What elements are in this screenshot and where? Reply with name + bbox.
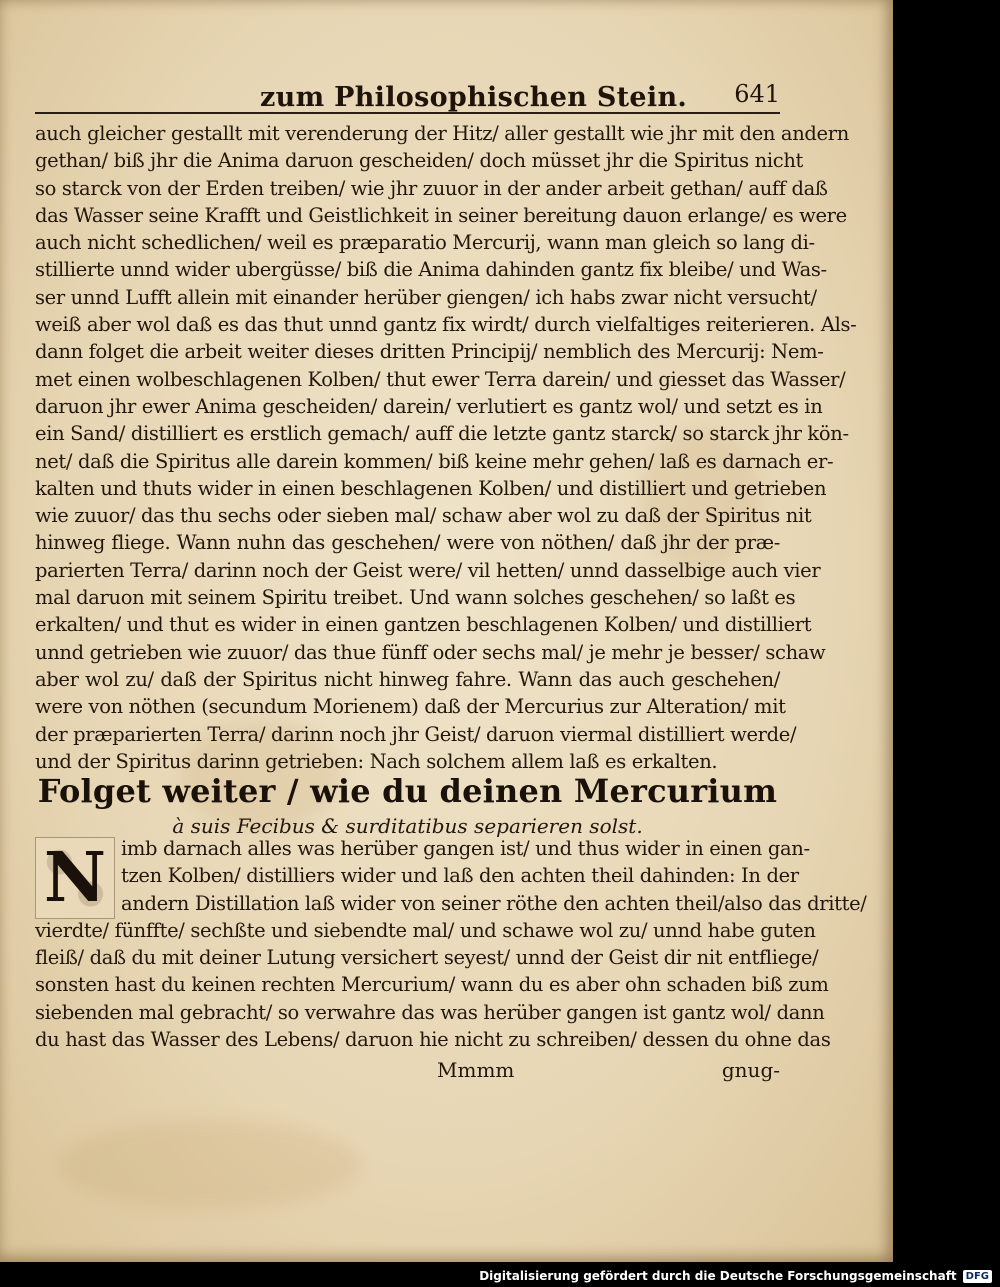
catchword: gnug- xyxy=(721,1058,780,1082)
heading-subtitle: à suis Fecibus & surditatibus separieren solst. xyxy=(172,814,643,838)
section-heading xyxy=(35,770,780,840)
text-line: ser unnd Lufft allein mit einander herüber giengen/ ich habs zwar nicht versucht/ xyxy=(35,285,817,309)
text-line: aber wol zu/ daß der Spiritus nicht hinweg fahre. Wann das auch geschehen/ xyxy=(35,667,780,691)
text-line: net/ daß die Spiritus alle darein kommen/ biß keine mehr gehen/ laß es darnach er- xyxy=(35,449,834,473)
text-line: parierten Terra/ darinn noch der Geist were/ vil hetten/ unnd dasselbige auch vier xyxy=(35,558,821,582)
text-line: met einen wolbeschlagenen Kolben/ thut ewer Terra darein/ und giesset das Wasser/ xyxy=(35,367,846,391)
credit-text: Digitalisierung gefördert durch die Deutsche Forschungsgemeinschaft xyxy=(479,1269,957,1283)
text-line: daruon jhr ewer Anima gescheiden/ darein/ verlutiert es gantz wol/ und setzt es in xyxy=(35,394,823,418)
text-line: hinweg fliege. Wann nuhn das geschehen/ were von nöthen/ daß jhr der præ- xyxy=(35,531,780,555)
section-body xyxy=(35,835,867,1053)
text-line: dann folget die arbeit weiter dieses dritten Principij/ nemblich des Mercurij: Nem- xyxy=(35,340,824,364)
text-line: siebenden mal gebracht/ so verwahre das was herüber gangen ist gantz wol/ dann xyxy=(35,1000,825,1024)
text-line: so starck von der Erden treiben/ wie jhr zuuor in der ander arbeit gethan/ auff daß xyxy=(35,176,828,200)
text-line: stillierte unnd wider ubergüsse/ biß die Anima dahinden gantz fix bleibe/ und Was- xyxy=(35,258,827,282)
text-line: der præparierten Terra/ darinn noch jhr Geist/ daruon viermal distilliert werde/ xyxy=(35,722,797,746)
text-line: wie zuuor/ das thu sechs oder sieben mal/ schaw aber wol zu daß der Spiritus nit xyxy=(35,504,812,528)
text-line: auch gleicher gestallt mit verenderung der Hitz/ aller gestallt wie jhr mit den andern xyxy=(35,122,849,145)
text-line: were von nöthen (secundum Morienem) daß der Mercurius zur Alteration/ mit xyxy=(35,695,786,719)
text-line: ein Sand/ distilliert es erstlich gemach/ auff die letzte gantz starck/ so starck jhr kön- xyxy=(35,422,849,446)
paper-stain xyxy=(60,1120,360,1210)
running-title: zum Philosophischen Stein. xyxy=(260,82,688,113)
running-header xyxy=(35,78,780,114)
text-line: imb darnach alles was herüber gangen ist/ und thus wider in einen gan- xyxy=(121,837,810,860)
text-line: tzen Kolben/ distilliers wider und laß den achten theil dahinden: In der xyxy=(121,864,799,888)
text-line: weiß aber wol daß es das thut unnd gantz fix wirdt/ durch vielfaltiges reiterieren. Als- xyxy=(35,313,857,337)
text-line: sonsten hast du keinen rechten Mercurium/ wann du es aber ohn schaden biß zum xyxy=(35,973,829,997)
signature-mark: Mmmm xyxy=(437,1058,515,1082)
dfg-logo-icon: DFG xyxy=(963,1270,992,1283)
heading-main: Folget weiter / wie du deinen Mercurium xyxy=(37,772,778,810)
text-line: das Wasser seine Krafft und Geistlichkeit in seiner bereitung dauon erlange/ es were xyxy=(35,203,847,227)
text-line: mal daruon mit seinem Spiritu treibet. Und wann solches geschehen/ so laßt es xyxy=(35,586,796,610)
text-line: fleiß/ daß du mit deiner Lutung versichert seyest/ unnd der Geist dir nit entfliege/ xyxy=(35,946,819,970)
page-footer-catchwords xyxy=(35,1058,780,1086)
text-line: kalten und thuts wider in einen beschlagenen Kolben/ und distilliert und getrieben xyxy=(35,476,827,500)
text-line: und der Spiritus darinn getrieben: Nach solchem allem laß es erkalten. xyxy=(35,749,718,773)
text-line: erkalten/ und thut es wider in einen gantzen beschlagenen Kolben/ und distilliert xyxy=(35,613,812,637)
decorated-initial: N xyxy=(35,837,115,919)
text-line: andern Distillation laß wider von seiner röthe den achten theil/also das dritte/ xyxy=(121,891,867,915)
text-line: vierdte/ fünffte/ sechßte und siebendte mal/ und schawe wol zu/ unnd habe guten xyxy=(35,918,816,942)
text-line: gethan/ biß jhr die Anima daruon gescheiden/ doch müsset jhr die Spiritus nicht xyxy=(35,149,804,173)
text-line: du hast das Wasser des Lebens/ daruon hie nicht zu schreiben/ dessen du ohne das xyxy=(35,1028,831,1052)
digitization-credit xyxy=(479,1269,992,1283)
text-line: unnd getrieben wie zuuor/ das thue fünff oder sechs mal/ je mehr je besser/ schaw xyxy=(35,640,826,664)
body-text xyxy=(35,120,857,775)
text-line: auch nicht schedlichen/ weil es præparatio Mercurij, wann man gleich so lang di- xyxy=(35,231,815,255)
page-number: 641 xyxy=(734,80,780,108)
